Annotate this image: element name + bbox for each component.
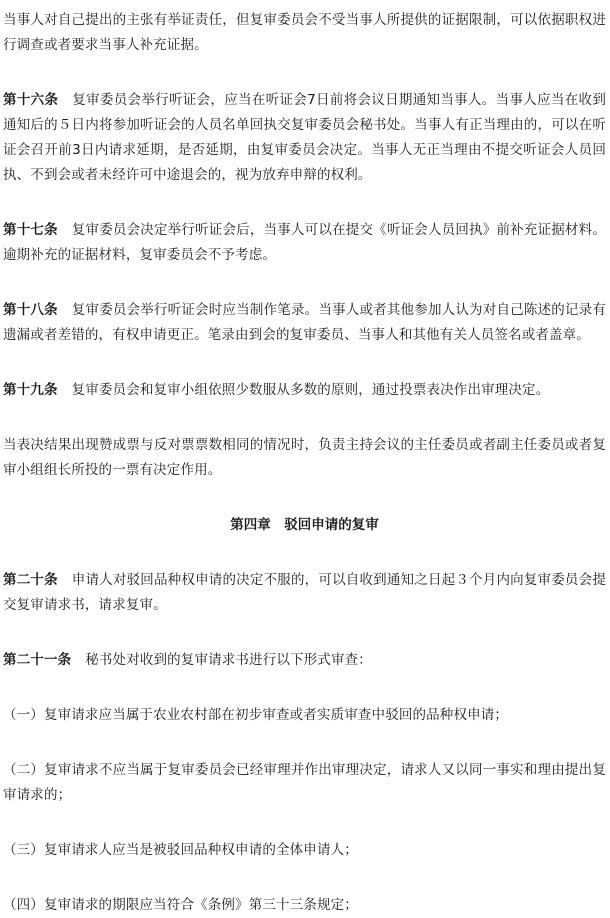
article-text: 申请人对驳回品种权申请的决定不服的，可以自收到通知之日起３个月内向复审委员会提交复审请求书，请求复审。	[3, 572, 606, 613]
article-21	[3, 648, 606, 673]
article-16	[3, 88, 606, 188]
list-item-text: （四）复审请求的期限应当符合《条例》第三十三条规定；	[3, 897, 358, 913]
article-label: 第二十一条	[3, 652, 72, 668]
article-19	[3, 378, 606, 403]
paragraph-text: 当事人对自己提出的主张有举证责任，但复审委员会不受当事人所提供的证据限制，可以依据职权进行调查或者要求当事人补充证据。	[3, 12, 606, 53]
paragraph-evidence	[3, 8, 606, 58]
list-item-text: （三）复审请求人应当是被驳回品种权申请的全体申请人；	[3, 842, 358, 858]
article-label: 第十八条	[3, 302, 58, 318]
article-label: 第十九条	[3, 382, 58, 398]
article-label: 第二十条	[3, 572, 58, 588]
chapter-heading: 第四章 驳回申请的复审	[230, 517, 379, 533]
list-item-text: （一）复审请求应当属于农业农村部在初步审查或者实质审查中驳回的品种权申请；	[3, 707, 509, 723]
article-text: 复审委员会和复审小组依照少数服从多数的原则，通过投票表决作出审理决定。	[71, 382, 550, 398]
article-text: 复审委员会举行听证会，应当在听证会7日前将会议日期通知当事人。当事人应当在收到通知后的５日内将参加听证会的人员名单回执交复审委员会秘书处。当事人有正当理由的，可以在听证会召开前3日内请求延期，是否延期，由复审委员会决定。当事人无正当理由不提交听证会人员回执、不到会或者未经许可中途退会的，视为放弃申辩的权利。	[3, 92, 606, 183]
article-20	[3, 568, 606, 618]
article-text: 复审委员会决定举行听证会后，当事人可以在提交《听证会人员回执》前补充证据材料。逾期补充的证据材料，复审委员会不予考虑。	[3, 222, 606, 263]
article-label: 第十七条	[3, 222, 58, 238]
paragraph-text: 当表决结果出现赞成票与反对票票数相同的情况时，负责主持会议的主任委员或者副主任委员或者复审小组组长所投的一票有决定作用。	[3, 437, 606, 478]
list-item-1	[3, 703, 606, 728]
article-text: 秘书处对收到的复审请求书进行以下形式审查：	[85, 652, 372, 668]
article-18	[3, 298, 606, 348]
list-item-text: （二）复审请求不应当属于复审委员会已经审理并作出审理决定，请求人又以同一事实和理由提出复审请求的；	[3, 762, 606, 803]
article-label: 第十六条	[3, 92, 59, 108]
paragraph-tie-vote	[3, 433, 606, 483]
list-item-4	[3, 893, 606, 918]
list-item-2	[3, 758, 606, 808]
article-17	[3, 218, 606, 268]
article-text: 复审委员会举行听证会时应当制作笔录。当事人或者其他参加人认为对自己陈述的记录有遗漏或者差错的，有权申请更正。笔录由到会的复审委员、当事人和其他有关人员签名或者盖章。	[3, 302, 606, 343]
list-item-3	[3, 838, 606, 863]
